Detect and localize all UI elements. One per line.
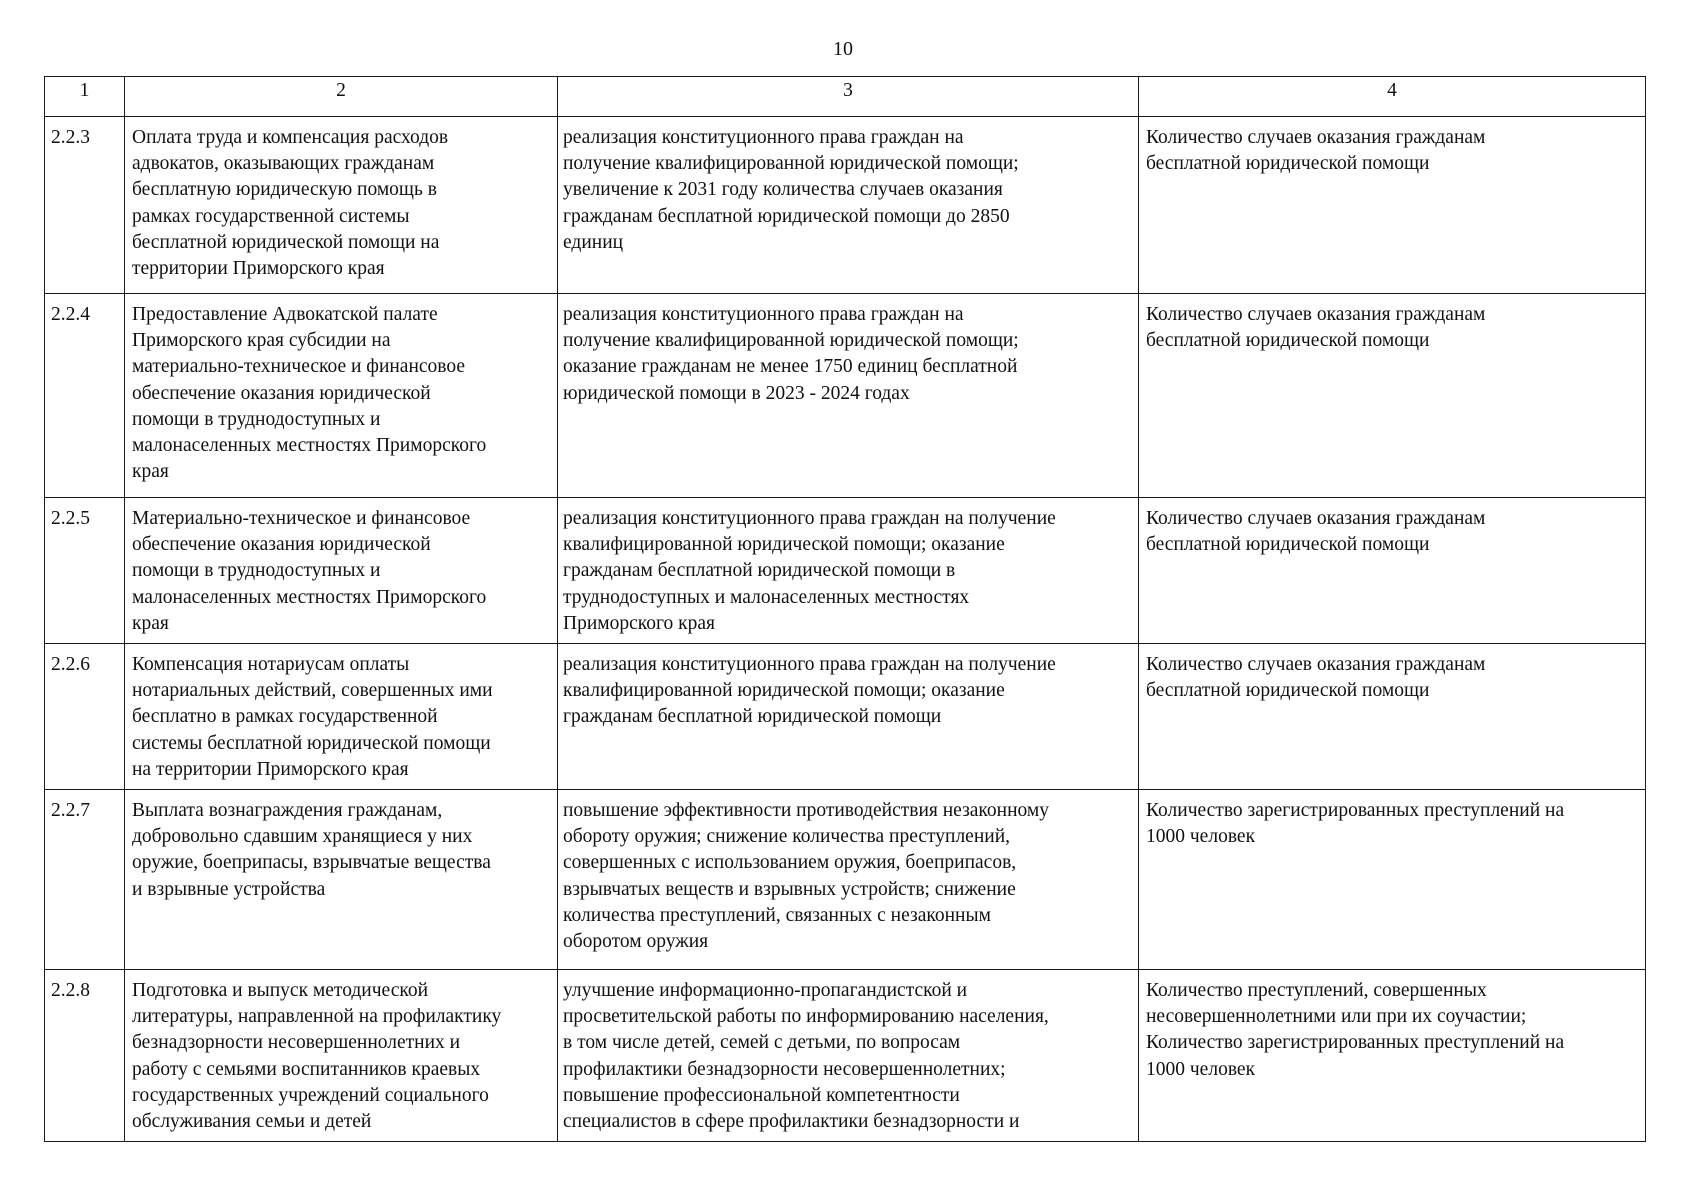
- table-body: [45, 117, 1646, 1142]
- measure-cell: Компенсация нотариусам оплаты нотариальных действий, совершенных ими бесплатно в рамках государственной системы бесплатной юридической помощи на территории Приморского края: [125, 644, 558, 790]
- measure-cell: Оплата труда и компенсация расходов адвокатов, оказывающих гражданам бесплатную юридическую помощь в рамках государственной системы бесплатной юридической помощи на территории Приморского края: [125, 117, 558, 294]
- table-row: [45, 117, 1646, 294]
- table-row: [45, 644, 1646, 790]
- table-row: [45, 498, 1646, 644]
- result-cell: повышение эффективности противодействия незаконному обороту оружия; снижение количества преступлений, совершенных с использованием оружия, боеприпасов, взрывчатых веществ и взрывных устройств; снижение количества преступлений, связанных с незаконным оборотом оружия: [558, 790, 1139, 970]
- indicator-cell: Количество случаев оказания гражданам бесплатной юридической помощи: [1139, 117, 1646, 294]
- row-number: 2.2.6: [45, 644, 125, 790]
- result-cell: реализация конституционного права граждан на получение квалифицированной юридической помощи; оказание гражданам не менее 1750 единиц бесплатной юридической помощи в 2023 - 2024 годах: [558, 294, 1139, 498]
- result-cell: реализация конституционного права граждан на получение квалифицированной юридической помощи; оказание гражданам бесплатной юридической помощи в труднодоступных и малонаселенных местностях Приморского края: [558, 498, 1139, 644]
- page-number: 10: [833, 38, 853, 60]
- result-cell: улучшение информационно-пропагандистской и просветительской работы по информированию населения, в том числе детей, семей с детьми, по вопросам профилактики безнадзорности несовершеннолетних; повышение профессиональной компетентности специалистов в сфере профилактики безнадзорности и: [558, 970, 1139, 1142]
- indicator-cell: Количество случаев оказания гражданам бесплатной юридической помощи: [1139, 294, 1646, 498]
- result-cell: реализация конституционного права граждан на получение квалифицированной юридической помощи; оказание гражданам бесплатной юридической помощи: [558, 644, 1139, 790]
- measure-cell: Предоставление Адвокатской палате Приморского края субсидии на материально-техническое и финансовое обеспечение оказания юридической помощи в труднодоступных и малонаселенных местностях Приморского края: [125, 294, 558, 498]
- row-number: 2.2.5: [45, 498, 125, 644]
- header-cell-3: 3: [558, 77, 1139, 117]
- table-row: [45, 790, 1646, 970]
- table-header: [45, 77, 1646, 117]
- header-cell-4: 4: [1139, 77, 1646, 117]
- measure-cell: Выплата вознаграждения гражданам, добровольно сдавшим хранящиеся у них оружие, боеприпасы, взрывчатые вещества и взрывные устройства: [125, 790, 558, 970]
- row-number: 2.2.7: [45, 790, 125, 970]
- header-cell-1: 1: [45, 77, 125, 117]
- indicator-cell: Количество случаев оказания гражданам бесплатной юридической помощи: [1139, 498, 1646, 644]
- header-cell-2: 2: [125, 77, 558, 117]
- measure-cell: Подготовка и выпуск методической литературы, направленной на профилактику безнадзорности несовершеннолетних и работу с семьями воспитанников краевых государственных учреждений социального обслуживания семьи и детей: [125, 970, 558, 1142]
- indicator-cell: Количество случаев оказания гражданам бесплатной юридической помощи: [1139, 644, 1646, 790]
- indicator-cell: Количество преступлений, совершенных несовершеннолетними или при их соучастии; Количество зарегистрированных преступлений на 1000 человек: [1139, 970, 1646, 1142]
- indicator-cell: Количество зарегистрированных преступлений на 1000 человек: [1139, 790, 1646, 970]
- table-row: [45, 294, 1646, 498]
- row-number: 2.2.8: [45, 970, 125, 1142]
- header-row: [45, 77, 1646, 117]
- measure-cell: Материально-техническое и финансовое обеспечение оказания юридической помощи в труднодоступных и малонаселенных местностях Приморского края: [125, 498, 558, 644]
- result-cell: реализация конституционного права граждан на получение квалифицированной юридической помощи; увеличение к 2031 году количества случаев оказания гражданам бесплатной юридической помощи до 2850 единиц: [558, 117, 1139, 294]
- row-number: 2.2.4: [45, 294, 125, 498]
- table-row: [45, 970, 1646, 1142]
- measures-table: [44, 76, 1646, 1142]
- row-number: 2.2.3: [45, 117, 125, 294]
